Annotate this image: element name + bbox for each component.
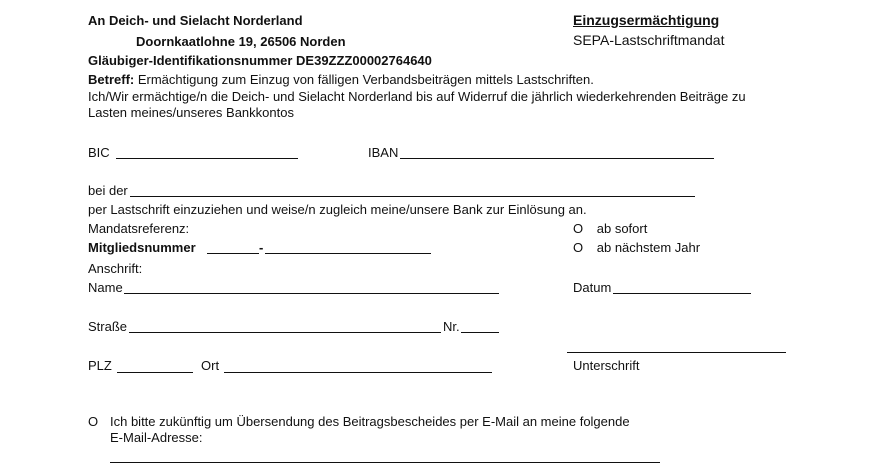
mandate-ref-label: Mandatsreferenz: — [88, 221, 190, 236]
option-immediately-label: ab sofort — [596, 221, 648, 236]
city-input-line[interactable] — [224, 372, 492, 373]
option-next-year-label: ab nächstem Jahr — [596, 240, 701, 255]
signature-label: Unterschrift — [573, 358, 640, 373]
option-immediately[interactable] — [573, 221, 647, 236]
option-next-year[interactable] — [573, 240, 700, 255]
member-no-part2-line[interactable] — [265, 253, 431, 254]
bank-input-line[interactable] — [130, 196, 695, 197]
street-input-line[interactable] — [129, 332, 441, 333]
member-no-separator: - — [259, 240, 264, 255]
street-label: Straße — [88, 319, 128, 334]
subject-label: Betreff: — [88, 72, 135, 87]
radio-circle-icon[interactable]: O — [573, 221, 584, 236]
address-label: Anschrift: — [88, 261, 143, 276]
creditor-id: Gläubiger-Identifikationsnummer DE39ZZZ00002764640 — [88, 53, 432, 68]
authorization-text-1: Ich/Wir ermächtige/n die Deich- und Sielacht Norderland bis auf Widerruf die jährlich wiederkehrenden Beiträge zu — [88, 89, 746, 104]
name-input-line[interactable] — [124, 293, 499, 294]
member-no-label: Mitgliedsnummer — [88, 240, 196, 255]
name-label: Name — [88, 280, 123, 295]
bic-label: BIC — [88, 145, 110, 160]
house-no-label: Nr. — [443, 319, 460, 334]
iban-input-line[interactable] — [400, 158, 714, 159]
radio-circle-icon[interactable]: O — [573, 240, 584, 255]
email-option-text-2: E-Mail-Adresse: — [110, 430, 203, 445]
city-label: Ort — [201, 358, 220, 373]
authorization-text-2: Lasten meines/unseres Bankkontos — [88, 105, 294, 120]
bank-label: bei der — [88, 183, 128, 198]
form-title: Einzugsermächtigung — [573, 12, 720, 28]
email-option-marker[interactable]: O — [88, 414, 99, 429]
email-input-line[interactable] — [110, 462, 660, 463]
member-no-part1-line[interactable] — [207, 253, 259, 254]
house-no-input-line[interactable] — [461, 332, 499, 333]
subject-text: Ermächtigung zum Einzug von fälligen Verbandsbeiträgen mittels Lastschriften. — [134, 72, 594, 87]
date-input-line[interactable] — [613, 293, 751, 294]
bic-input-line[interactable] — [116, 158, 298, 159]
signature-input-line[interactable] — [567, 352, 786, 353]
zip-input-line[interactable] — [117, 372, 193, 373]
org-name: An Deich- und Sielacht Norderland — [88, 13, 303, 28]
subject-line — [88, 72, 594, 87]
form-subtitle: SEPA-Lastschriftmandat — [573, 32, 725, 48]
date-label: Datum — [573, 280, 612, 295]
iban-label: IBAN — [368, 145, 399, 160]
debit-text: per Lastschrift einzuziehen und weise/n zugleich meine/unsere Bank zur Einlösung an. — [88, 202, 587, 217]
email-option-text-1: Ich bitte zukünftig um Übersendung des Beitragsbescheides per E-Mail an meine folgende — [110, 414, 630, 429]
org-address: Doornkaatlohne 19, 26506 Norden — [136, 34, 346, 49]
zip-label: PLZ — [88, 358, 112, 373]
